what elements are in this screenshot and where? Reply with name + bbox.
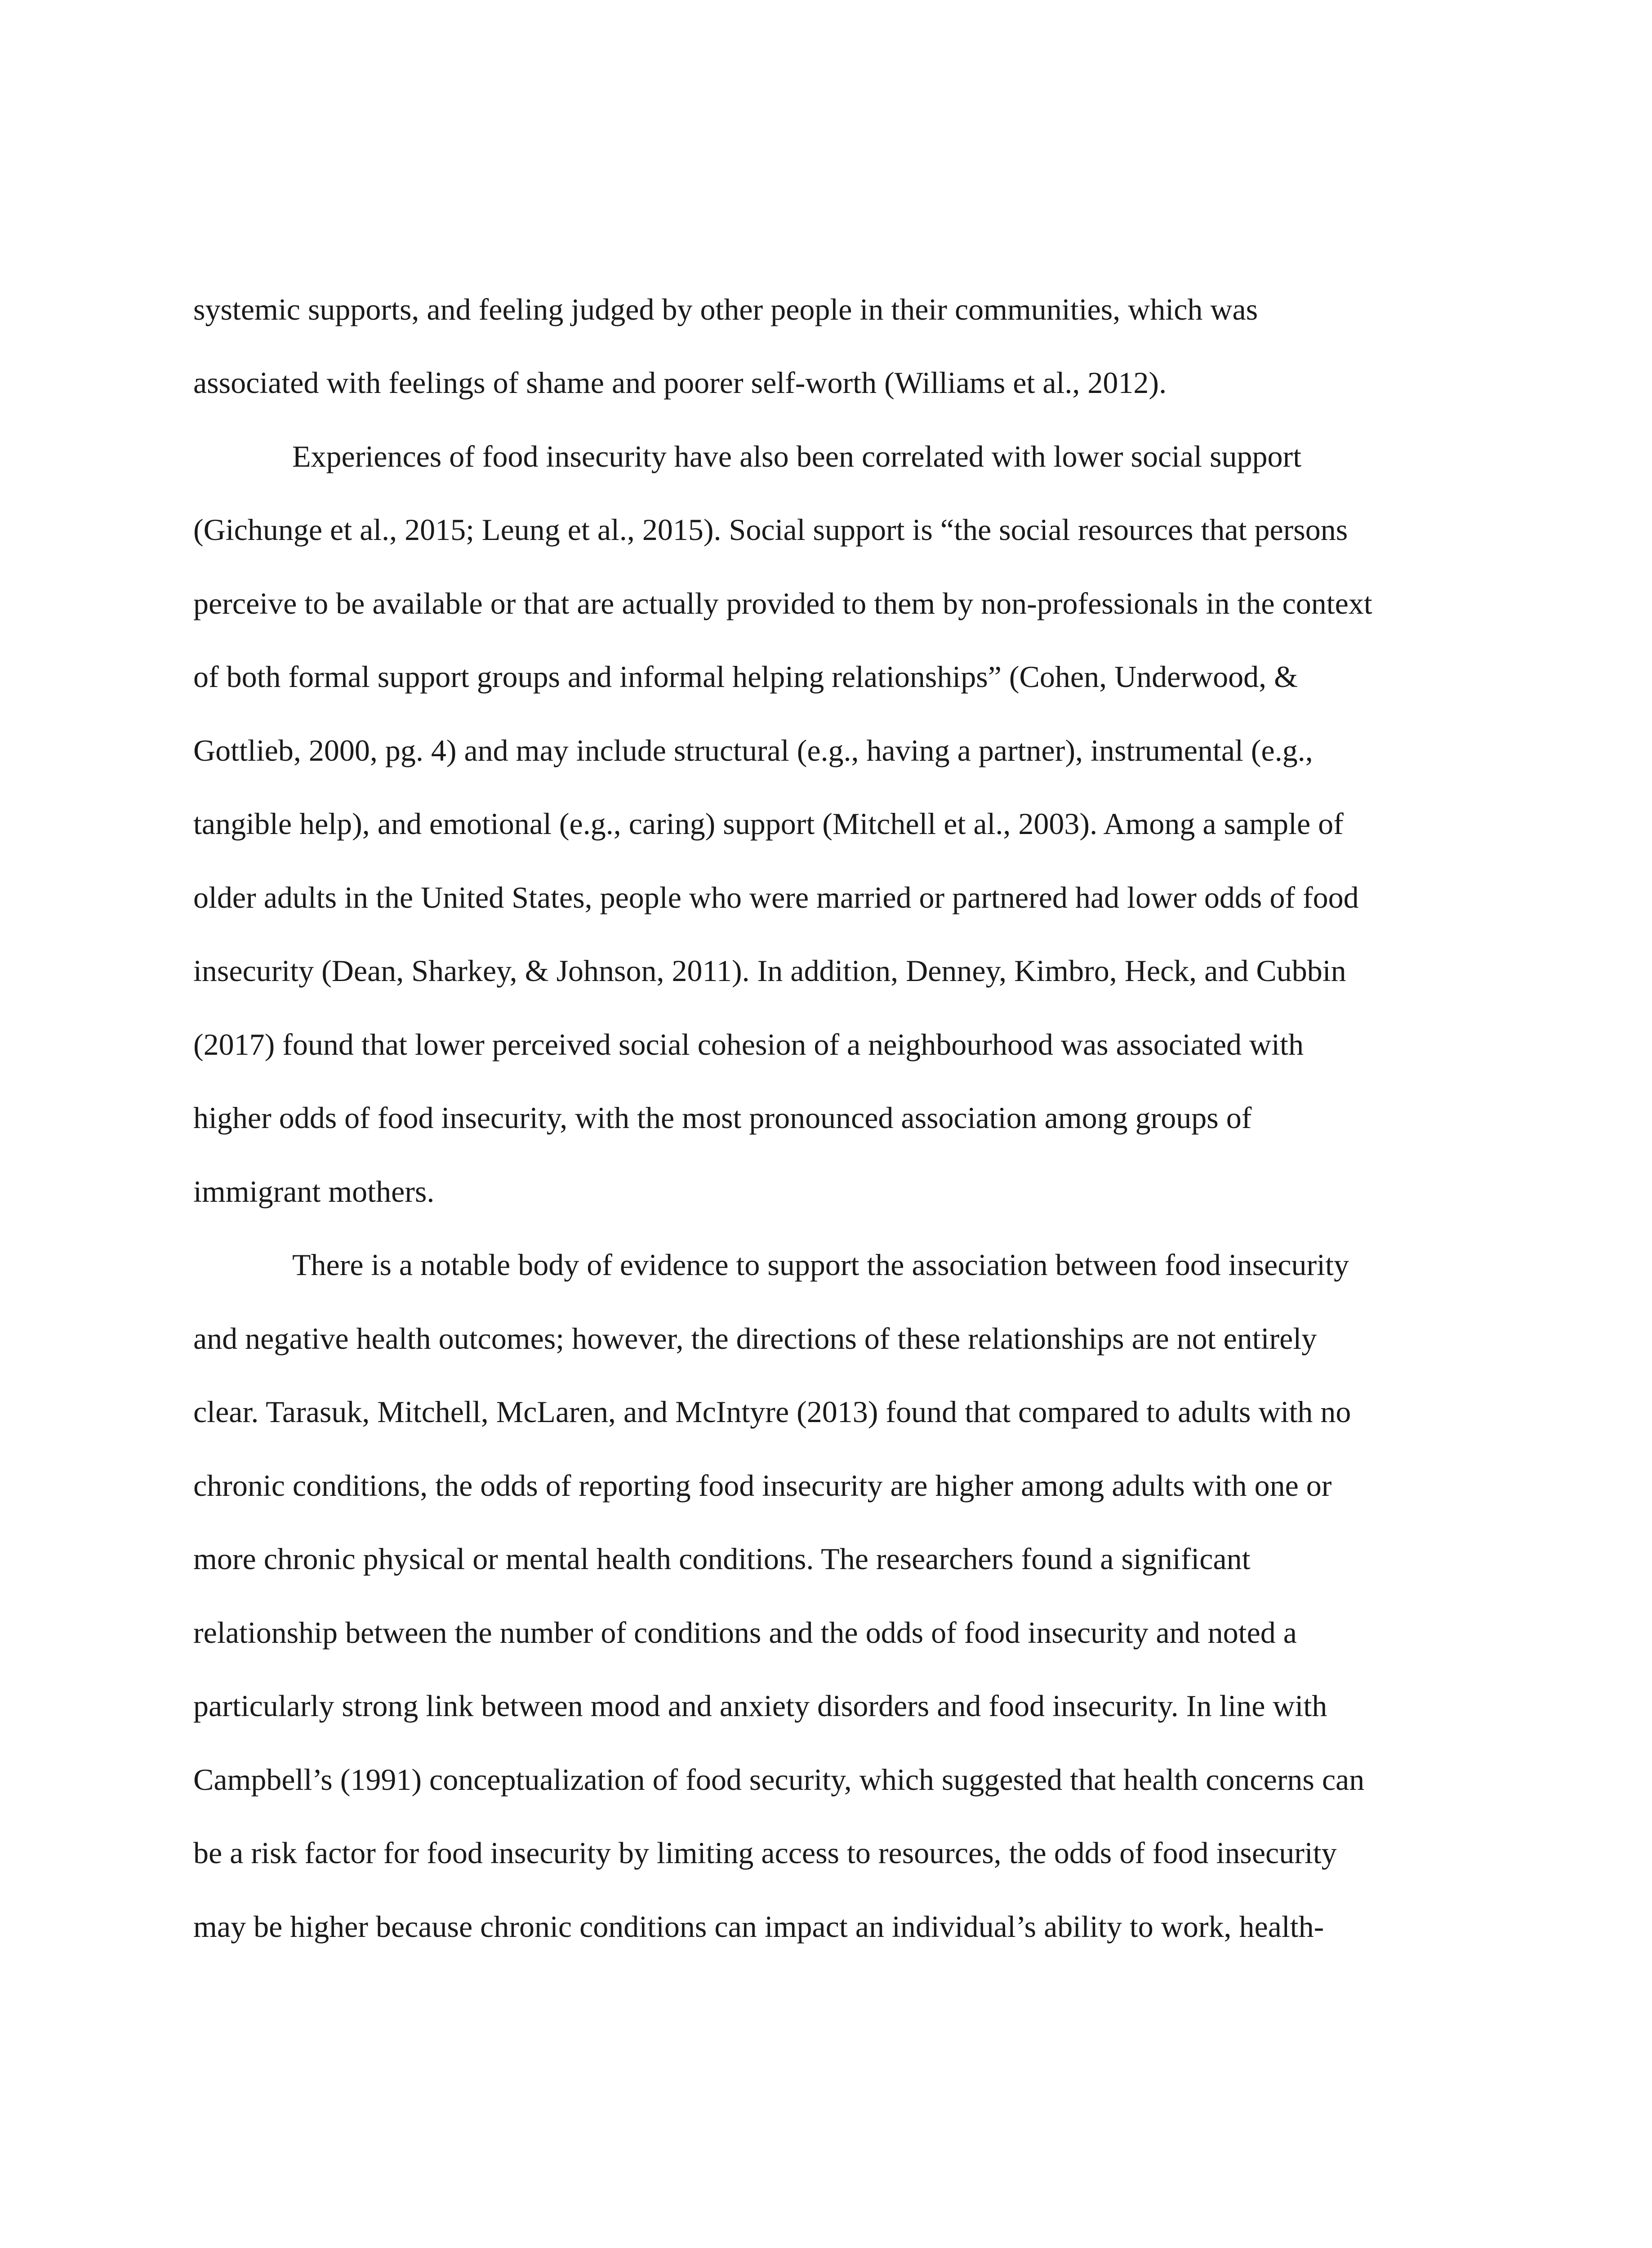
text-line: chronic conditions, the odds of reporting food insecurity are higher among adults with one or (193, 1468, 1332, 1503)
text-line: be a risk factor for food insecurity by limiting access to resources, the odds of food insecurity (193, 1836, 1337, 1870)
text-line: (2017) found that lower perceived social cohesion of a neighbourhood was associated with (193, 1027, 1304, 1062)
text-line: tangible help), and emotional (e.g., caring) support (Mitchell et al., 2003). Among a sample of (193, 807, 1344, 841)
text-line: Gottlieb, 2000, pg. 4) and may include structural (e.g., having a partner), instrumental (e.g., (193, 733, 1313, 767)
text-line: older adults in the United States, people who were married or partnered had lower odds of food (193, 880, 1359, 914)
text-line: higher odds of food insecurity, with the most pronounced association among groups of (193, 1101, 1252, 1135)
text-line: clear. Tarasuk, Mitchell, McLaren, and McIntyre (2013) found that compared to adults with no (193, 1395, 1351, 1429)
text-line: may be higher because chronic conditions can impact an individual’s ability to work, health- (193, 1909, 1324, 1944)
text-line: immigrant mothers. (193, 1174, 435, 1209)
text-line: systemic supports, and feeling judged by other people in their communities, which was (193, 292, 1258, 326)
text-line: more chronic physical or mental health conditions. The researchers found a significant (193, 1542, 1251, 1576)
text-line: particularly strong link between mood and anxiety disorders and food insecurity. In line with (193, 1689, 1327, 1723)
text-line: (Gichunge et al., 2015; Leung et al., 2015). Social support is “the social resources that persons (193, 513, 1348, 547)
text-line: relationship between the number of conditions and the odds of food insecurity and noted a (193, 1615, 1297, 1650)
text-line: associated with feelings of shame and poorer self-worth (Williams et al., 2012). (193, 366, 1167, 400)
text-line: and negative health outcomes; however, the directions of these relationships are not entirely (193, 1321, 1317, 1356)
text-line: Experiences of food insecurity have also been correlated with lower social support (292, 439, 1302, 473)
text-line: Campbell’s (1991) conceptualization of food security, which suggested that health concerns can (193, 1762, 1365, 1797)
text-line: perceive to be available or that are actually provided to them by non-professionals in the context (193, 586, 1372, 620)
text-line: of both formal support groups and informal helping relationships” (Cohen, Underwood, & (193, 660, 1298, 694)
text-line: insecurity (Dean, Sharkey, & Johnson, 2011). In addition, Denney, Kimbro, Heck, and Cubbin (193, 954, 1346, 988)
text-line: There is a notable body of evidence to support the association between food insecurity (292, 1248, 1349, 1282)
